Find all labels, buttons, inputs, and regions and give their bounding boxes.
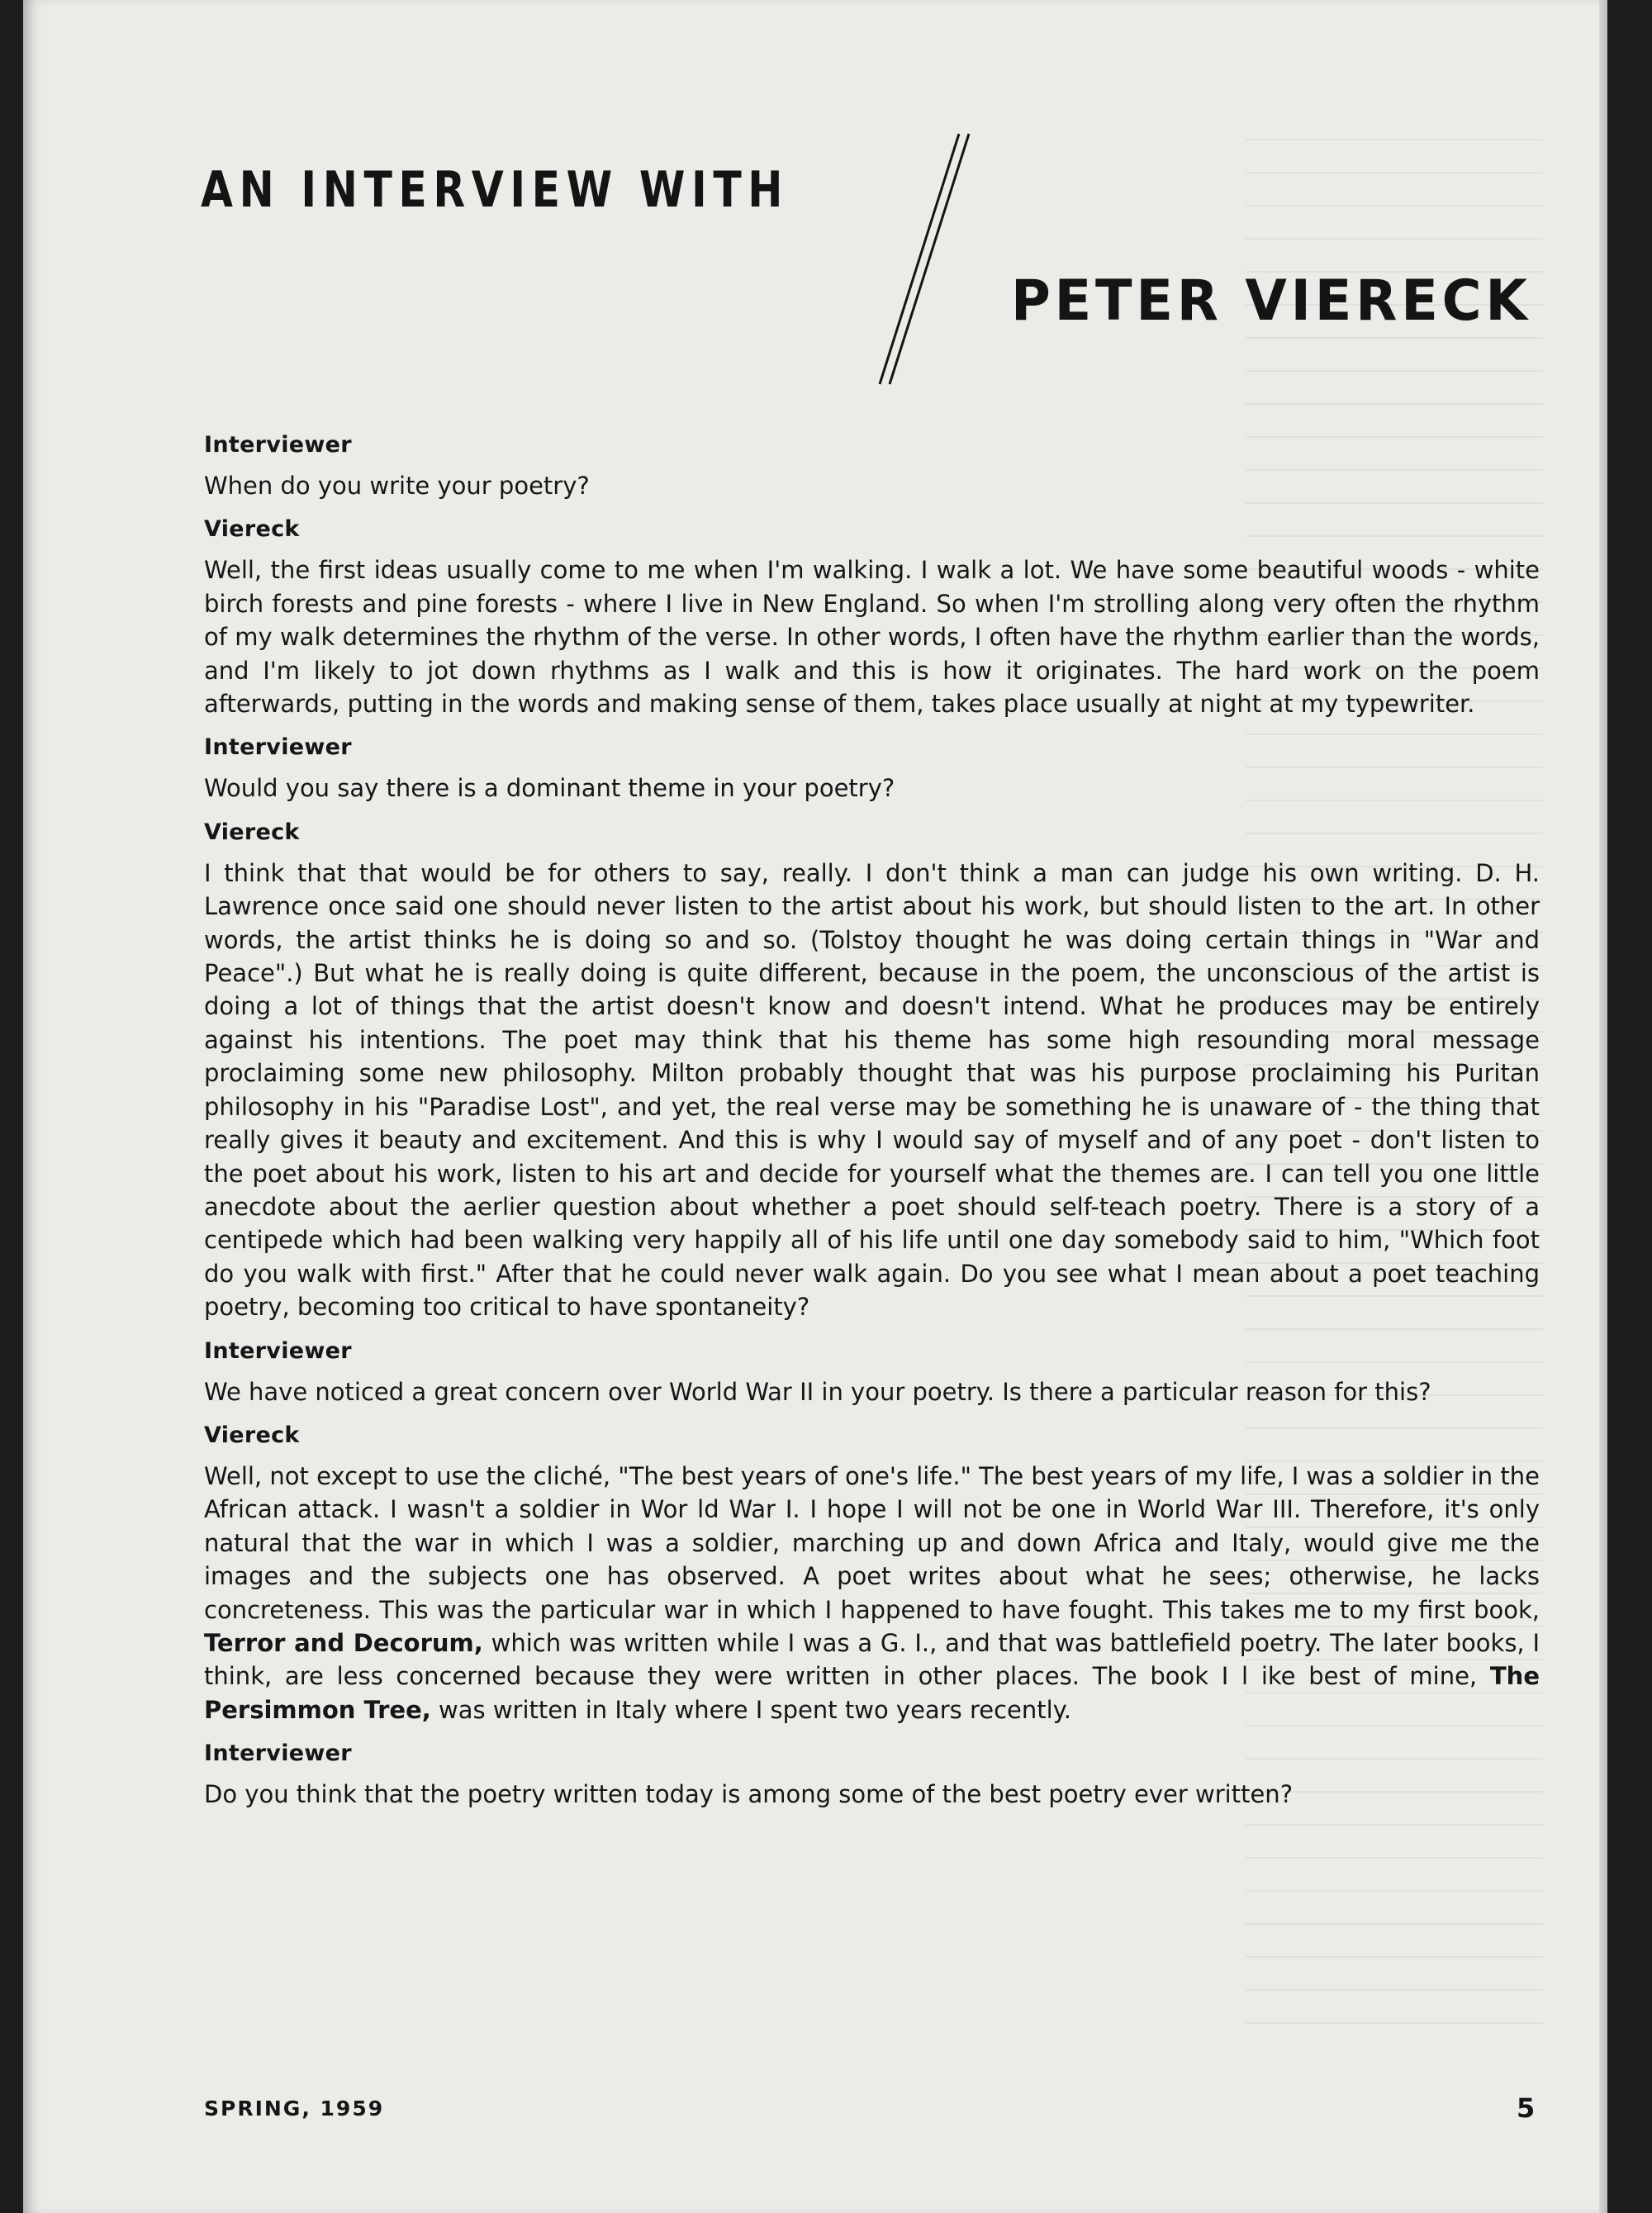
title-right: PETER VIERECK bbox=[1011, 268, 1531, 334]
speaker-label: Viereck bbox=[204, 1422, 300, 1448]
interview-body bbox=[204, 432, 1540, 1826]
speaker-label: Interviewer bbox=[204, 734, 352, 761]
question-text: When do you write your poetry? bbox=[204, 472, 590, 500]
speaker-label: Interviewer bbox=[204, 432, 352, 458]
answer-text: Well, the first ideas usually come to me when I'm walking. I walk a lot. We have some beautiful woods - white birch forests and pine forests - where I live in New England. So when I'm strolling along very often the rhythm of my walk determines the rhythm of the verse. In other words, I often have the rhythm earlier than the words, and I'm likely to jot down rhythms as I walk and this is how it originates. The hard work on the poem afterwards, putting in the words and making sense of them, takes place usually at night at my typewriter. bbox=[204, 556, 1540, 719]
answer-text-part: which was written while I was a G. I., and that was battlefield poetry. The later books, I think, are less concerned because they were written in other places. The book I l ike best of mine, bbox=[204, 1628, 1540, 1691]
answer-text-part: was written in Italy where I spent two years recently. bbox=[430, 1695, 1071, 1724]
answer-text-part: Well, not except to use the cliché, "The best years of one's life." The best years of my life, I was a soldier in the African attack. I wasn't a soldier in Wor ld War I. I hope I will not be one in World War III. Therefore, it's only natural that the war in which I was a soldier, marching up and down Africa and Italy, would give me the images and the subjects one has observed. A poet writes about what he sees; otherwise, he lacks concreteness. This was the particular war in which I happened to have fought. This takes me to my first book, bbox=[204, 1461, 1540, 1624]
issue-date: SPRING, 1959 bbox=[204, 2097, 385, 2120]
title-left: AN INTERVIEW WITH bbox=[201, 161, 790, 219]
book-title: The Persimmon Tree, bbox=[204, 1662, 1540, 1724]
question-text: Do you think that the poetry written today is among some of the best poetry ever written? bbox=[204, 1780, 1294, 1809]
answer-text: I think that that would be for others to say, really. I don't think a man can judge his own writing. D. H. Lawrence once said one should never listen to the artist about his work, but should listen to the art. In other words, the artist thinks he is doing so and so. (Tolstoy thought he was doing certain things in "War and Peace".) But what he is really doing is quite different, because in the poem, the unconscious of the artist is doing a lot of things that the artist doesn't know and doesn't intend. What he produces may be entirely against his intentions. The poet may think that his theme has some high resounding moral message proclaiming some new philosophy. Milton probably thought that was his purpose proclaiming his Puritan philosophy in his "Paradise Lost", and yet, the real verse may be something he is unaware of - the thing that really gives it beauty and excitement. And this is why I would say of myself and of any poet - don't listen to the poet about his work, listen to his art and decide for yourself what the themes are. I can tell you one little anecdote about the aerlier question about whether a poet should self-teach poetry. There is a story of a centipede which had been walking very happily all of his life until one day somebody said to him, "Which foot do you walk with first." After that he could never walk again. Do you see what I mean about a poet teaching poetry, becoming too critical to have spontaneity? bbox=[204, 858, 1540, 1322]
page-number: 5 bbox=[1517, 2092, 1536, 2124]
question-text: Would you say there is a dominant theme in your poetry? bbox=[204, 774, 895, 803]
book-title: Terror and Decorum, bbox=[204, 1628, 483, 1657]
page-edge bbox=[1599, 0, 1607, 2213]
speaker-label: Interviewer bbox=[204, 1337, 352, 1364]
answer-text bbox=[204, 1460, 1540, 1726]
speaker-label: Interviewer bbox=[204, 1740, 352, 1767]
question-text: We have noticed a great concern over World War II in your poetry. Is there a particular reason for this? bbox=[204, 1377, 1431, 1406]
speaker-label: Viereck bbox=[204, 516, 300, 543]
magazine-page bbox=[23, 0, 1607, 2213]
speaker-label: Viereck bbox=[204, 819, 300, 845]
